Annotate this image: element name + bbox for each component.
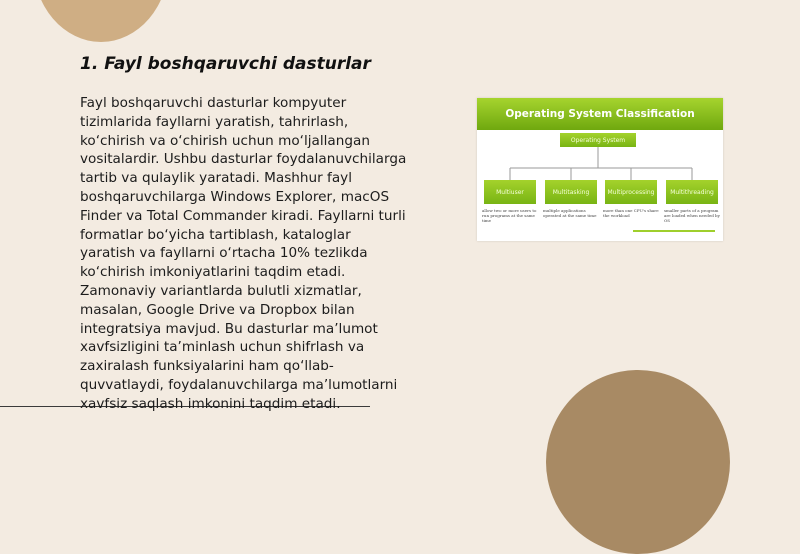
slide-title: 1. Fayl boshqaruvchi dasturlar bbox=[80, 54, 371, 74]
decorative-circle-top bbox=[33, 0, 169, 42]
decorative-circle-bottom bbox=[546, 370, 730, 554]
diagram-title: Operating System Classification bbox=[477, 98, 723, 130]
diagram-desc-multiprocessing: more than one CPU's share the workload bbox=[603, 208, 659, 218]
diagram-footer-bar bbox=[633, 230, 715, 232]
diagram-desc-multithreading: smaller parts of a program are loaded when needed by OS bbox=[664, 208, 720, 223]
diagram-root-node: Operating System bbox=[560, 133, 636, 147]
diagram-node-multiuser: Multiuser bbox=[484, 180, 536, 204]
slide-paragraph: Fayl boshqaruvchi dasturlar kompyuter tizimlarida fayllarni yaratish, tahrirlash, ko‘chirish va o‘chirish uchun mo‘ljallangan vositalardir. Ushbu dasturlar foydalanuvchilarga tartib va qulaylik yaratadi. Mashhur fayl boshqaruvchilarga Windows Explorer, macOS Finder va Total Commander kiradi. Fayllarni turli formatlar bo‘yicha tartiblash, kataloglar yaratish va fayllarni o‘rtacha 10% tezlikda ko‘chirish imkoniyatlarini taqdim etadi. Zamonaviy variantlarda bulutli xizmatlar, masalan, Google Drive va Dropbox bilan integratsiya mavjud. Bu dasturlar ma’lumot xavfsizligini ta’minlash uchun shifrlash va zaxiralash funksiyalarini ham qo‘llab-quvvatlaydi, foydalanuvchilarga ma’lumotlarni xavfsiz saqlash imkonini taqdim etadi. bbox=[80, 95, 407, 412]
diagram-desc-multiuser: allow two or more users to run programs at the same time bbox=[482, 208, 537, 223]
diagram-node-multithreading: Multithreading bbox=[666, 180, 718, 204]
os-classification-diagram bbox=[477, 98, 723, 241]
diagram-node-multiprocessing: Multiprocessing bbox=[605, 180, 657, 204]
diagram-desc-multitasking: multiple applications operated at the same time bbox=[543, 208, 597, 218]
diagram-node-multitasking: Multitasking bbox=[545, 180, 597, 204]
